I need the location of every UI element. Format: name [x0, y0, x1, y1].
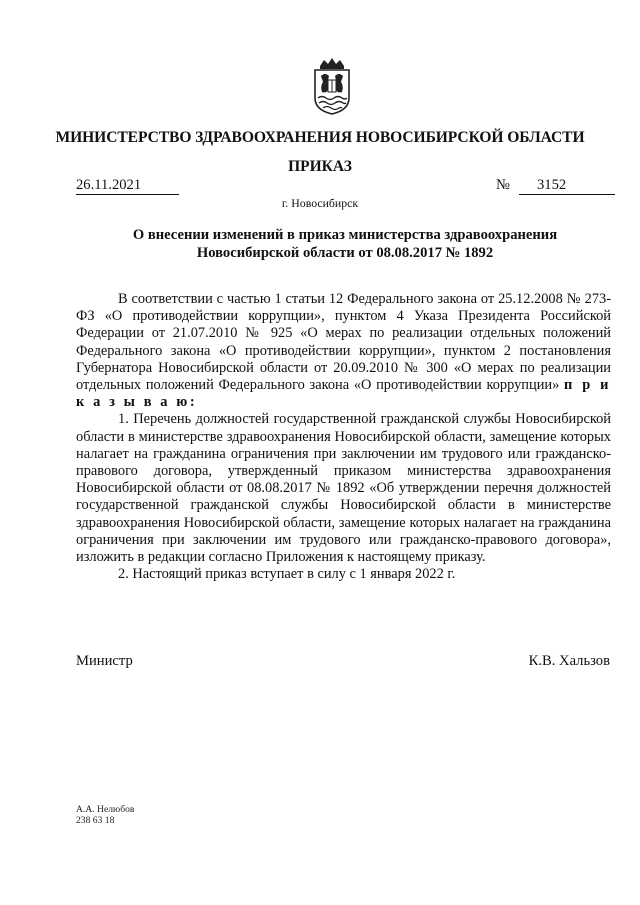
executor-info	[76, 804, 134, 826]
order-word: п р и к а з ы в а ю:	[76, 377, 611, 411]
document-type: ПРИКАЗ	[288, 158, 352, 175]
preamble-paragraph	[76, 291, 611, 411]
clause-2-paragraph: 2. Настоящий приказ вступает в силу с 1 января 2022 г.	[118, 566, 456, 583]
executor-name: А.А. Нелюбов	[76, 804, 135, 815]
coat-of-arms-emblem	[312, 58, 352, 115]
signatory-name: К.В. Хальзов	[528, 653, 610, 669]
clause-1-paragraph: 1. Перечень должностей государственной гражданской службы Новосибирской области в министерстве здравоохранения Новосибирской области, замещение которых налагает на гражданина ограничения при заключении им трудового или гражданско-правового договора, утвержденный приказом министерства здравоохранения Новосибирской области от 08.08.2017 № 1892 «Об утверждении перечня должностей государственной гражданской службы Новосибирской области в министерстве здравоохранения Новосибирской области, замещение которых налагает на гражданина ограничения при заключении им трудового или гражданско-правового договора», изложить в редакции согласно Приложения к настоящему приказу.	[76, 411, 611, 566]
order-date: 26.11.2021	[76, 177, 179, 195]
executor-phone: 238 63 18	[76, 815, 115, 826]
order-number-label: №	[496, 177, 510, 193]
heading-line-2: Новосибирской области от 08.08.2017 № 1892	[196, 245, 494, 261]
signatory-role: Министр	[76, 653, 133, 669]
ministry-name: МИНИСТЕРСТВО ЗДРАВООХРАНЕНИЯ НОВОСИБИРСКОЙ ОБЛАСТИ	[55, 129, 585, 146]
order-body	[76, 291, 611, 583]
city-label: г. Новосибирск	[281, 196, 359, 210]
order-heading	[80, 226, 610, 262]
order-number: 3152	[519, 177, 615, 195]
preamble-text: В соответствии с частью 1 статьи 12 Федерального закона от 25.12.2008 № 273-ФЗ «О противодействии коррупции», пунктом 4 Указа Президента Российской Федерации от 21.07.2010 № 925 «О мерах по реализации отдельных положений Федерального закона «О противодействии коррупции», пунктом 2 постановления Губернатора Новосибирской области от 20.09.2010 № 300 «О мерах по реализации отдельных положений Федерального закона «О противодействии коррупции»	[76, 291, 611, 394]
heading-line-1: О внесении изменений в приказ министерства здравоохранения	[132, 227, 558, 243]
